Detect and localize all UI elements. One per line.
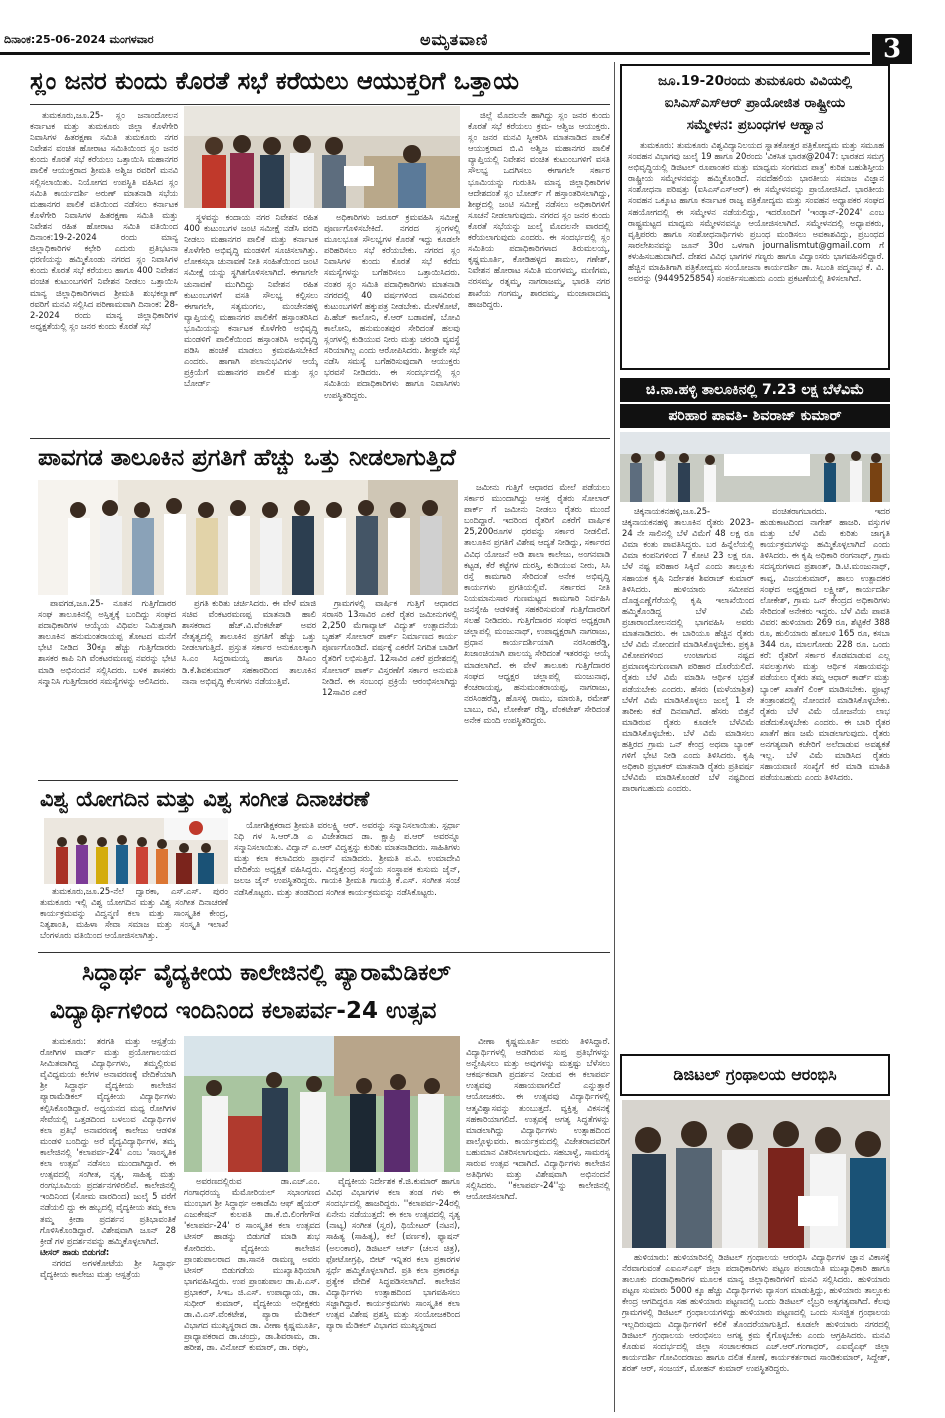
story2-headline: ಪಾವಗಡ ತಾಲೂಕಿನ ಪ್ರಗತಿಗೆ ಹೆಚ್ಚು ಒತ್ತು ನೀಡಲಾಗುತ್ತಿದೆ <box>38 445 456 471</box>
story2-photo <box>38 480 458 595</box>
story1-col2: ಸ್ಥಳವನ್ನು ಕಂದಾಯ ನಗರ ನಿವೇಶನ ರಹಿತ 400 ಕುಟುಂಬಗಳ ಜಂಟಿ ಸಮೀಕ್ಷೆ ನಡೆಸಿ ವರದಿ ನೀಡಲು ಮಹಾನಗರ ಪಾಲಿಕೆ ಮತ್ತು ಕರ್ನಾಟಕ ಕೊಳೆಗೇರಿ ಅಭಿವೃದ್ಧಿ ಮಂಡಳಿಗೆ ಸೂಚಿಸಲಾಗಿತ್ತು. ಲೋಕಸಭಾ ಚುನಾವಣೆ ನೀತಿ ಸಂಹಿತೆಯಿಂದ ಜಂಟಿ ಸಮೀಕ್ಷೆ ಯನ್ನು ಸ್ಥಗಿತಗೊಳಿಸಲಾಗಿದೆ. ಈಗಾಗಲೇ ಚುನಾವಣೆ ಮುಗಿದಿದ್ದು ನಿವೇಶನ ರಹಿತ ಕುಟುಂಬಗಳಿಗೆ ವಸತಿ ಸೌಲಭ್ಯ ಕಲ್ಪಿಸಲು ಈಗಾಗಲೇ, ಸತ್ಯಮಂಗಲ, ಮಂಚೇನಹಳ್ಳಿ ವ್ಯಾಪ್ತಿಯಲ್ಲಿ ಮಹಾನಗರ ಪಾಲಿಕೆಗೆ ಹಸ್ತಾಂತರಿಸಿದ ಭೂಮಿಯನ್ನು ಕರ್ನಾಟಕ ಕೊಳೆಗೇರಿ ಅಭಿವೃದ್ಧಿ ಮಂಡಳಿಗೆ ಪಾಲಿಕೆಯಿಂದ ಹಸ್ತಾಂತರಿಸಿ ಅಭಿವೃದ್ಧಿ ಪಡಿಸಿ ಹಂಚಿಕೆ ಮಾಡಲು ಕ್ರಮವಹಿಸಬೇಕಿದೆ ಎಂದರು. ಹಾಗಾಗಿ ಪಲಾನುಭವಿಗಳ ಆಯ್ಕೆ ಪ್ರಕ್ರಿಯೆಗೆ ಮಹಾನಗರ ಪಾಲಿಕೆ ಮತ್ತು ಸ್ಲಂ ಬೋರ್ಡ್ <box>184 212 318 389</box>
sidebar1-title-line1: ಜೂ.19-20ರಂದು ತುಮಕೂರು ವಿವಿಯಲ್ಲಿ <box>657 73 852 89</box>
story3-photo <box>44 818 228 884</box>
story4-col1: ತುಮಕೂರು: ತರಗತಿ ಮತ್ತು ಆಸ್ಪತ್ರೆಯ ರೋಗಿಗಳ ವಾರ್ಡ್ ಮತ್ತು ಪ್ರಯೋಗಾಲಯದ ಸೀಮಿತವಾಗಿದ್ದ ವಿದ್ಯಾರ್ಥಿಗಳು, ತಮ್ಮಲ್ಲಿರುವ ವೈವಿಧ್ಯಮಯ ಕಲೆಗಳ ಅನಾವರಣಕ್ಕೆ ವೇದಿಕೆಯಾಗಿ ಶ್ರೀ ಸಿದ್ಧಾರ್ಥ ವೈದ್ಯಕೀಯ ಕಾಲೇಜಿನ ಪ್ಯಾರಾಮೆಡಿಕಲ್ ವೈದ್ಯಕೀಯ ವಿದ್ಯಾರ್ಥಿಗಳು ಕಲ್ಪಿಸಿಕೊಂಡಿದ್ದಾರೆ. ಅಧ್ಯಯನದ ಮಧ್ಯ ರೋಗಿಗಳ ಸೇವೆಯಲ್ಲಿ ಒತ್ತಡದಿಂದ ಬಳಲುವ ವಿದ್ಯಾರ್ಥಿಗಳ ಕಲಾ ಪ್ರತಿಭೆ ಅನಾವರಣಕ್ಕೆ ಕಾಲೇಜು ಆಡಳಿತ ಮಂಡಳಿ ಬಂದಿದ್ದು ಅರೆ ವೈದ್ಯವಿದ್ಯಾರ್ಥಿಗಳ, ತಮ್ಮ ಕಾಲೇಜಿನಲ್ಲಿ 'ಕಲಾಪರ್ವ-24' ಎಂಬ 'ಸಾಂಸ್ಕೃತಿಕ ಕಲಾ ಉತ್ಸವ' ನಡೆಸಲು ಮುಂದಾಗಿದ್ದಾರೆ. ಈ ಉತ್ಸವದಲ್ಲಿ ಸಂಗೀತ, ನೃತ್ಯ, ಸಾಹಿತ್ಯ ಮತ್ತು ರಂಗಭೂಮಿಯ ಪ್ರದರ್ಶನಗಳಿರಲಿವೆ. ಕಾಲೇಜಿನಲ್ಲಿ ಇಂದಿನಿಂದ (ಸೋಮ ವಾರದಿಂದ) ಜುಲೈ 5 ವರೆಗೆ ನಡೆಯಲಿ ದ್ದು ಈ ಹಬ್ಬದಲ್ಲಿ ವೈದ್ಯಕೀಯ ತಮ್ಮ ಕಲಾ ತಮ್ಮ ಕ್ರೀಡಾ ಪ್ರದರ್ಶನ ಪ್ರತಿಭಾವಂತಿಕೆ ಗೊಳಿಸಿಕೊಂಡಿದ್ದಾರೆ. ವಿಶೇಷವಾಗಿ ಜೂನ್ 28 ಕ್ರೀಡೆ ಗಳ ಪ್ರದರ್ಶನವನ್ನು ಹಮ್ಮಿಕೊಳ್ಳಲಾಗಿದೆ. ಟೀಸರ್ ಹಾಡು ಬಿಡುಗಡೆ: ನಗರದ ಅಗಳಕೋಟೆಯ ಶ್ರೀ ಸಿದ್ಧಾರ್ಥ ವೈದ್ಯಕೀಯ ಕಾಲೇಜು ಮತ್ತು ಆಸ್ಪತ್ರೆಯ <box>40 1036 176 1279</box>
divider <box>38 780 458 781</box>
sidebar2-col2: ವಂಚಿತರಾಗಬಾರದು. ಇದರ ಹುಡುಕಾಟದಿಂದ ನಾಗೇಶ್ ಹಾಜರಿ. ವಸ್ತುಗಳ ಮತ್ತು ಬೆಳೆ ವಿಮೆ ಕುರಿತು ಜಾಗೃತಿ ಕಾರ್ಯಕ್ರಮಗಳನ್ನು ಹಮ್ಮಿಕೊಳ್ಳಲಾಗಿದೆ ಎಂದು ತಿಳಿಸಿದರು. ಈ ಕೃಷಿ ಅಧಿಕಾರಿ ರಂಗನಾಥ್, ಗ್ರಾಮ ಸದಸ್ಯರುಗಳಾದ ಪ್ರಶಾಂತ್, ಡಿ.ಟಿ.ಮಂಜುನಾಥ್, ಕಾವ್ಯ, ವಿಜಯಕುಮಾರ್, ಹಾಲು ಉತ್ಪಾದಕರ ಸಂಘದ ಅಧ್ಯಕ್ಷರಾದ ಲಕ್ಷ್ಮೀಶ್, ಕಾರ್ಯದರ್ಶಿ ಲೋಕೇಶ್, ಗ್ರಾಮ ಒನ್ ಕೇಂದ್ರದ ಅಧಿಕಾರಿಗಳು ಸೇರಿದಂತೆ ಅನೇಕರು ಇದ್ದರು. ಬೆಳೆ ವಿಮೆ ಪಾವತಿ ವಿವರ: ಹುಳಿಯಾರು 269 ರೂ, ಶೆಟ್ಟಿಕೆರೆ 388 ರೂ, ಹುಲಿಯಾರು ಹೋಬಳಿ 165 ರೂ, ಕಸಬಾ 344 ರೂ, ಮಾಲಗೋಡು 228 ರೂ. ಒಂದು ಕರೆ: ರೈತರಿಗೆ ಸರ್ಕಾರ ಕೊಡಮಾಡುವ ಎಲ್ಲ ಸವಲತ್ತುಗಳು ಮತ್ತು ಆರ್ಥಿಕ ಸಹಾಯವನ್ನು ಪಡೆಯಲು ರೈತರು ತಮ್ಮ ಆಧಾರ್ ಕಾರ್ಡ್ ಮತ್ತು ಬ್ಯಾಂಕ್ ಖಾತೆಗೆ ಲಿಂಕ್ ಮಾಡಿಸಬೇಕು. ಫ್ರೂಟ್ಸ್ ತಂತ್ರಾಂಶದಲ್ಲಿ ನೋಂದಣಿ ಮಾಡಿಸಿಕೊಳ್ಳಬೇಕು. ರೈತರು ಬೆಳೆ ವಿಮೆ ಯೋಜನೆಯ ಲಾಭ ಪಡೆದುಕೊಳ್ಳಬೇಕು ಎಂದರು. ಈ ಬಾರಿ ರೈತರ ಖಾತೆಗೆ ಹಣ ಜಮೆ ಮಾಡಲಾಗುವುದು. ರೈತರು ಅನಗತ್ಯವಾಗಿ ಕಚೇರಿಗೆ ಅಲೆದಾಡುವ ಅವಶ್ಯಕತೆ ಇಲ್ಲ. ಬೆಳೆ ವಿಮೆ ಮಾಡಿಸಿದ ರೈತರು ಸಹಾಯವಾಣಿ ಸಂಖ್ಯೆಗೆ ಕರೆ ಮಾಡಿ ಮಾಹಿತಿ ಪಡೆಯಬಹುದು ಎಂದು ತಿಳಿಸಿದರು. <box>760 506 890 783</box>
masthead <box>0 0 945 62</box>
story1-col1: ತುಮಕೂರು,ಜೂ.25- ಸ್ಲಂ ಜನಾಂದೋಲನ ಕರ್ನಾಟಕ ಮತ್ತು ತುಮಕೂರು ಜಿಲ್ಲಾ ಕೊಳೆಗೇರಿ ನಿವಾಸಿಗಳ ಹಿತರಕ್ಷಣಾ ಸಮಿತಿ ತುಮಕೂರು ನಗರ ನಿವೇಶನ ವಂಚಿತ ಹೋರಾಟ ಸಮಿತಿಯಿಂದ ಸ್ಲಂ ಜನರ ಕುಂದು ಕೊರತೆ ಸಭೆ ಕರೆಯಲು ಒತ್ತಾಯಿಸಿ ಮಹಾನಗರ ಪಾಲಿಕೆ ಆಯುಕ್ತರಾದ ಶ್ರೀಮತಿ ಅಶ್ವಿಜ ರವರಿಗೆ ಮನವಿ ಸಲ್ಲಿಸಲಾಯಿತು. ನಿಯೋಗದ ಉಪಸ್ಥಿತಿ ವಹಿಸಿದ ಸ್ಲಂ ಸಮಿತಿ ಕಾರ್ಯದರ್ಶಿ ಅರುಣ್ ಮಾತನಾಡಿ ಸಭೆಯ ಮಹಾನಗರ ಪಾಲಿಕೆ ವತಿಯಿಂದ ನಡೆಸಲು ಕರ್ನಾಟಕ ಕೊಳೆಗೇರಿ ನಿವಾಸಿಗಳ ಹಿತರಕ್ಷಣಾ ಸಮಿತಿ ಮತ್ತು ನಿವೇಶನ ರಹಿತ ಹೋರಾಟ ಸಮಿತಿ ವತಿಯಿಂದ ದಿನಾಂಕ:19-2-2024 ರಂದು ಮಾನ್ಯ ಜಿಲ್ಲಾಧಿಕಾರಿಗಳ ಕಛೇರಿ ಎದುರು ಪ್ರತಿಭಟನಾ ಧರಣಿಯನ್ನು ಹಮ್ಮಿಕೊಂಡು ನಗರದ ಸ್ಲಂ ನಿವಾಸಿಗಳ ಕುಂದು ಕೊರತೆ ಸಭೆ ಕರೆಯಲು ಹಾಗೂ 400 ನಿವೇಶನ ವಂಚಿತ ಕುಟುಂಬಗಳಿಗೆ ನಿವೇಶನ ನೀಡಲು ಒತ್ತಾಯಿಸಿ ಮಾನ್ಯ ಜಿಲ್ಲಾಧಿಕಾರಿಗಳಾದ ಶ್ರೀಮತಿ ಶುಭಕಲ್ಯಾಣ್ ರವರಿಗೆ ಮನವಿ ಸಲ್ಲಿಸಿದ ಪರಿಣಾಮವಾಗಿ ದಿನಾಂಕ: 28-2-2024 ರಂದು ಮಾನ್ಯ ಜಿಲ್ಲಾಧಿಕಾರಿಗಳ ಅಧ್ಯಕ್ಷತೆಯಲ್ಲಿ ಸ್ಲಂ ಜನರ ಕುಂದು ಕೊರತೆ ಸಭೆ <box>30 110 178 331</box>
paper-name: ಅಮೃತವಾಣಿ <box>420 30 489 49</box>
sidebar2-headline-line1: ಚಿ.ನಾ.ಹಳ್ಳಿ ತಾಲೂಕಿನಲ್ಲಿ 7.23 ಲಕ್ಷ ಬೆಳೆವಿಮೆ <box>620 378 890 402</box>
story3-col2: ಯೋಗಶಿಕ್ಷಕರಾದ ಶ್ರೀಮತಿ ವರಲಕ್ಷ್ಮಿ ಆರ್. ಅವರನ್ನು ಸನ್ಮಾನಿಸಲಾಯಿತು. ಸ್ಪರ್ಧಾ ನಿಧಿ ಗಳ ಸಿ.ಆರ್.ಡಿ ಎ ವಿಜೇತರಾದ ಡಾ. ಕ್ಷಾಪ್ರಿ ಪ.ಆರ್ ಅವರನ್ನೂ ಸನ್ಮಾನಿಸಲಾಯಿತು. ವಿದ್ವಾನ್ ಎ.ಆರ್ ವಿದ್ವತ್ತನ್ನು ಕುರಿತು ಮಾತನಾಡಿದರು. ಸಾಹಿತಿಗಳು ಮತ್ತು ಕಲಾ ಕಲಾವಿದರು ಪ್ರಾರ್ಥನೆ ಮಾಡಿದರು. ಶ್ರೀಮತಿ ಪ.ವಿ. ಉಮಾದೇವಿ ವೇದಿಕೆಯ ಅಧ್ಯಕ್ಷತೆ ವಹಿಸಿದ್ದರು. ವಿದ್ವತ್ತೇಂದ್ರ ಸಂಸ್ಥೆಯ ಸಂಸ್ಥಾಪಕ ಕುಸುಮ ಜೈನ್, ಜಲಜ ಜೈನ್ ಉಪಸ್ಥಿತರಿದ್ದರು. ಗಾಯಕಿ ಶ್ರೀಮತಿ ಗಾಯತ್ರಿ ಕೆ.ಎಸ್. ಸಂಗೀತ ಸಂಜೆ ನಡೆಸಿಕೊಟ್ಟರು. ಮತ್ತು ತಂಡದಿಂದ ಸಂಗೀತ ಕಾರ್ಯಕ್ರಮವನ್ನು ನಡೆಸಿಕೊಟ್ಟರು. <box>234 820 460 897</box>
sidebar1-title-line2: ಐಸಿಎಸ್ಎಸ್ಆರ್ ಪ್ರಾಯೋಜಿತ ರಾಷ್ಟ್ರೀಯ <box>664 95 846 111</box>
story4-subhead: ಟೀಸರ್ ಹಾಡು ಬಿಡುಗಡೆ: <box>40 1246 110 1257</box>
story1-photo <box>184 106 460 208</box>
story2-col4: ಜಮೀನು ಗುತ್ತಿಗೆ ಆಧಾರದ ಮೇಲೆ ಪಡೆಯಲು ಸರ್ಕಾರ ಮುಂದಾಗಿದ್ದು ಆಸಕ್ತ ರೈತರು ಸೋಲಾರ್ ಪಾರ್ಕ್ ಗೆ ಜಮೀನು ನೀಡಲು ರೈತರು ಮುಂದೆ ಬಂದಿದ್ದಾರೆ. ಇದರಿಂದ ರೈತರಿಗೆ ಎಕರೆಗೆ ವಾರ್ಷಿಕ 25,200ರೂಗಳ ಧರವನ್ನು ಸರ್ಕಾರ ನೀಡಲಿದೆ. ತಾಲೂಕಿನ ಪ್ರಗತಿಗೆ ವಿಶೇಷ ಆದ್ಯತೆ ನೀಡಿದ್ದು, ಸರ್ಕಾರದ ವಿವಿಧ ಯೋಜನೆ ಅಡಿ ಶಾಲಾ ಕಾಲೇಜು, ಅಂಗನವಾಡಿ ಕಟ್ಟಡ, ಕೆರೆ ಕಟ್ಟೆಗಳ ದುರಸ್ತಿ, ಕುಡಿಯುವ ನೀರು, ಸಿಸಿ ರಸ್ತೆ ಕಾಮಗಾರಿ ಸೇರಿದಂತೆ ಅನೇಕ ಅಭಿವೃದ್ಧಿ ಕಾರ್ಯಗಳು ಪ್ರಗತಿಯಲ್ಲಿವೆ. ಸರ್ಕಾರದ ನೀತಿ ನಿಯಮಾನುಸಾರ ಗುಣಮಟ್ಟದ ಕಾಮಗಾರಿ ನಿರ್ವಹಿಸಿ ಜನಸ್ನೇಹಿ ಆಡಳಿತಕ್ಕೆ ಸಹಕರಿಸುವಂತೆ ಗುತ್ತಿಗೆದಾರರಿಗೆ ಸಲಹೆ ನೀಡಿದರು. ಗುತ್ತಿಗೆದಾರರ ಸಂಘದ ಅಧ್ಯಕ್ಷರಾಗಿ ಚಲ್ಲಾಪಲ್ಲಿ ಮಂಜುನಾಥ್, ಉಪಾಧ್ಯಕ್ಷರಾಗಿ ನಾಗರಾಜು, ಪ್ರಧಾನ ಕಾರ್ಯದರ್ಶಿಯಾಗಿ ನರಸಿಂಹರೆಡ್ಡಿ, ಖಜಾಂಚಿಯಾಗಿ ಪಾಲಯ್ಯ ಸೇರಿದಂತೆ ಇತರರನ್ನು ಆಯ್ಕೆ ಮಾಡಲಾಗಿದೆ. ಈ ವೇಳೆ ತಾಲೂಕು ಗುತ್ತಿಗೆದಾರರ ಸಂಘದ ಆಧ್ಯಕ್ಷರ ಚಲ್ಲಾಪಲ್ಲಿ ಮಂಜುನಾಥ, ಕೆಂಚರಾಯಪ್ಪ, ಹನುಮಂತರಾಯಪ್ಪ, ನಾಗರಾಜು, ನರಸಿಂಹರೆಡ್ಡಿ, ಹೊಸಳ್ಳಿ ರಾಮು, ಮಾರುತಿ, ರಮೇಶ್ ಬಾಬು, ರವಿ, ಲೋಕೇಶ್ ರೆಡ್ಡಿ, ವೆಂಕಟೇಶ್ ಸೇರಿದಂತೆ ಅನೇಕ ಮಂದಿ ಉಪಸ್ಥಿತರಿದ್ದರು. <box>464 482 610 725</box>
story4-photo <box>184 1036 460 1172</box>
divider <box>30 104 610 105</box>
story4-col3: ವೈದ್ಯಕೀಯ ನಿರ್ದೇಶಕ ಕೆ.ಜಿ.ಕುಮಾರ್ ಹಾಗೂ ವಿವಿಧ ವಿಭಾಗಗಳ ಕಲಾ ತಂಡ ಗಳು ಈ ಸಂದರ್ಭದಲ್ಲಿ ಹಾಜರಿದ್ದರು. ''ಕಲಾಪರ್ವ-24ರಲ್ಲಿ ಏನೇನು ನಡೆಯುತ್ತದೆ: ಈ ಕಲಾ ಉತ್ಸವದಲ್ಲಿ ನೃತ್ಯ (ನಾಟ್ಯ) ಸಂಗೀತ (ಸ್ವರ), ಥಿಯೇಟರ್ (ನಟನ), ಸಾಹಿತ್ಯ (ಸಾಹಿತ್ಯ), ಕಲೆ (ವರ್ಣಕ), ಫ್ಯಾಷನ್ (ಅಲಂಕಾರ), ಡಿಜಿಟಲ್ ಆರ್ಟ್ (ಚಲನ ಚಿತ್ರ), ಫೋಟೋಗ್ರಫಿ, ಬೀಟ್ ಇನ್ನಿತರ ಕಲಾ ಪ್ರಕಾರಗಳ ಸ್ಪರ್ಧೆ ಹಮ್ಮಿಕೊಳ್ಳಲಾಗಿದೆ. ಪ್ರತಿ ಕಲಾ ಪ್ರಕಾರಕ್ಕೂ ಪ್ರತ್ಯೇಕ ವೇದಿಕೆ ಸಿದ್ಧಪಡಿಸಲಾಗಿದೆ. ಕಾಲೇಜಿನ ವಿದ್ಯಾರ್ಥಿಗಳು ಉತ್ಸಾಹದಿಂದ ಭಾಗವಹಿಸಲು ಸಜ್ಜಾಗಿದ್ದಾರೆ. ಕಾರ್ಯಕ್ರಮಗಳು ಸಾಂಸ್ಕೃತಿಕ ಕಲಾ ಉತ್ಸವ ವಿಶೇಷ ಪ್ರಶಸ್ತಿ ಮತ್ತು ಸಂಯೋಜಕರಿಂದ ಪ್ಯಾರಾ ಮೆಡಿಕಲ್ ವಿಭಾಗದ ಮುಖ್ಯಸ್ಥರಾದ <box>326 1176 460 1331</box>
story1-headline: ಸ್ಲಂ ಜನರ ಕುಂದು ಕೊರತೆ ಸಭೆ ಕರೆಯಲು ಆಯುಕ್ತರಿಗೆ ಒತ್ತಾಯ <box>30 67 519 95</box>
sidebar2-photo <box>620 432 890 502</box>
sidebar2-col1: ಚಿಕ್ಕನಾಯಕನಹಳ್ಳಿ,ಜೂ.25- ಚಿಕ್ಕನಾಯಕನಹಳ್ಳಿ ತಾಲೂಕಿನ ರೈತರು 2023-24 ನೇ ಸಾಲಿನಲ್ಲಿ ಬೆಳೆ ವಿಮೆಗೆ 48 ಲಕ್ಷ ರೂ ವಿಮಾ ಕಂತು ಪಾವತಿಸಿದ್ದರು. ಬರ ಹಿನ್ನೆಲೆಯಲ್ಲಿ ವಿಮಾ ಕಂಪನಿಗಳಿಂದ 7 ಕೋಟಿ 23 ಲಕ್ಷ ರೂ. ಬೆಳೆ ನಷ್ಟ ಪರಿಹಾರ ಸಿಕ್ಕಿದೆ ಎಂದು ತಾಲ್ಲೂಕು ಸಹಾಯಕ ಕೃಷಿ ನಿರ್ದೇಶಕ ಶಿವರಾಜ್ ಕುಮಾರ್ ತಿಳಿಸಿದರು. ಹುಳಿಯಾರು ಸಮೀಪದ ದೊಡ್ಡಎಣ್ಣೆಗೆರೆಯಲ್ಲಿ ಕೃಷಿ ಇಲಾಖೆಯಿಂದ ಹಮ್ಮಿಕೊಂಡಿದ್ದ ಬೆಳೆ ವಿಮೆ ಪ್ರಚಾರಾಂದೋಲನದಲ್ಲಿ ಭಾಗವಹಿಸಿ ಅವರು ಮಾತನಾಡಿದರು. ಈ ಬಾರಿಯೂ ಹೆಚ್ಚಿನ ರೈತರು ಬೆಳೆ ವಿಮೆ ನೋಂದಣಿ ಮಾಡಿಸಿಕೊಳ್ಳಬೇಕು. ಪ್ರಕೃತಿ ವಿಕೋಪಗಳಿಂದ ಉಂಟಾಗುವ ನಷ್ಟದ ಪ್ರಮಾಣಕ್ಕನುಗುಣವಾಗಿ ಪರಿಹಾರ ದೊರೆಯಲಿದೆ. ರೈತರು ಬೆಳೆ ವಿಮೆ ಮಾಡಿಸಿ ಆರ್ಥಿಕ ಭದ್ರತೆ ಪಡೆಯಬೇಕು ಎಂದರು. ಹೆಸರು (ಮಳೆಯಾಶ್ರಿತ) ಬೆಳೆಗೆ ವಿಮೆ ಮಾಡಿಸಿಕೊಳ್ಳಲು ಜುಲೈ 1 ನೇ ತಾರೀಕು ಕಡೆ ದಿನವಾಗಿದೆ. ಹೆಸರು ಬಿತ್ತನೆ ಮಾಡಿರುವ ರೈತರು ಕೂಡಲೇ ಬೆಳೆವಿಮೆ ಮಾಡಿಸಿಕೊಳ್ಳಬೇಕು. ಬೆಳೆ ವಿಮೆ ಮಾಡಿಸಲು ಹತ್ತಿರದ ಗ್ರಾಮ ಒನ್ ಕೇಂದ್ರ ಅಥವಾ ಬ್ಯಾಂಕ್ ಗಳಿಗೆ ಭೇಟಿ ನೀಡಿ ಎಂದು ತಿಳಿಸಿದರು. ಕೃಷಿ ಅಧಿಕಾರಿ ಪ್ರಭಾಕರ್ ಮಾತನಾಡಿ ರೈತರು ಪ್ರತಿವರ್ಷ ಬೆಳೆವಿಮೆ ಮಾಡಿಸಿಕೊಂಡರೆ ಬೆಳೆ ನಷ್ಟದಿಂದ ಪಾರಾಗಬಹುದು ಎಂದರು. <box>622 506 754 794</box>
sidebar1-body: ತುಮಕೂರು: ತುಮಕೂರು ವಿಶ್ವವಿದ್ಯಾನಿಲಯದ ಸ್ನಾತಕೋತ್ತರ ಪತ್ರಿಕೋದ್ಯಮ ಮತ್ತು ಸಮೂಹ ಸಂವಹನ ವಿಭಾಗವು ಜುಲೈ 19 ಹಾಗೂ 20ರಂದು 'ವಿಕಸಿತ ಭಾರತ@2047: ಭಾರತದ ಸಮಗ್ರ ಅಭಿವೃದ್ಧಿಯಲ್ಲಿ ಡಿಜಿಟಲ್ ರೂಪಾಂತರ ಮತ್ತು ಮಾಧ್ಯಮ ಸಂಗಮದ ಪಾತ್ರ' ಕುರಿತ ಬಹುಶಿಸ್ತೀಯ ರಾಷ್ಟ್ರೀಯ ಸಮ್ಮೇಳನವನ್ನು ಹಮ್ಮಿಕೊಂಡಿದೆ. ನವದೆಹಲಿಯ ಭಾರತೀಯ ಸಮಾಜ ವಿಜ್ಞಾನ ಸಂಶೋಧನಾ ಪರಿಷತ್ತು (ಐಸಿಎಸ್ಎಸ್ಆರ್) ಈ ಸಮ್ಮೇಳನವನ್ನು ಪ್ರಾಯೋಜಿಸಿದೆ. ಭಾರತೀಯ ಸಂವಹನ ಒಕ್ಕೂಟ ಹಾಗೂ ಕರ್ನಾಟಕ ರಾಜ್ಯ ಪತ್ರಿಕೋದ್ಯಮ ಮತ್ತು ಸಂವಹನ ಅಧ್ಯಾಪಕರ ಸಂಘದ ಸಹಯೋಗದಲ್ಲಿ ಈ ಸಮ್ಮೇಳನ ನಡೆಯಲಿದ್ದು, ಇದರೊಂದಿಗೆ 'ಇಂಡ್ಕಾನ್-2024' ಎಂಬ ರಾಷ್ಟ್ರಮಟ್ಟದ ಮಾಧ್ಯಮ ಸಮ್ಮೇಳನವನ್ನೂ ಆಯೋಜಿಸಲಾಗಿದೆ. ಸಮ್ಮೇಳನದಲ್ಲಿ ಅಧ್ಯಾಪಕರು, ವೃತ್ತಿಪರರು ಹಾಗೂ ಸಂಶೋಧನಾರ್ಥಿಗಳು ಪ್ರಬಂಧ ಮಂಡಿಸಲು ಅವಕಾಶವಿದ್ದು, ಪ್ರಬಂಧದ ಸಾರಲೇಖನವನ್ನು ಜೂನ್ 30ರ ಒಳಗಾಗಿ journalismtut@gmail.com ಗೆ ಕಳುಹಿಸಬಹುದಾಗಿದೆ. ದೇಶದ ವಿವಿಧ ಭಾಗಗಳ ಗಣ್ಯರು ಹಾಗೂ ವಿದ್ವಾಂಸರು ಭಾಗವಹಿಸಲಿದ್ದಾರೆ. ಹೆಚ್ಚಿನ ಮಾಹಿತಿಗಾಗಿ ಪತ್ರಿಕೋದ್ಯಮ ಸಂಯೋಜನಾ ಕಾರ್ಯದರ್ಶಿ ಡಾ. ಸಿಬಂತಿ ಪದ್ಮನಾಭ ಕೆ. ವಿ. ಅವರನ್ನು (9449525854) ಸಂಪರ್ಕಿಸಬಹುದು ಎಂದು ಪ್ರಕಟಣೆಯಲ್ಲಿ ತಿಳಿಸಲಾಗಿದೆ. <box>628 140 884 284</box>
story4-headline-line2: ವಿದ್ಯಾರ್ಥಿಗಳಿಂದ ಇಂದಿನಿಂದ ಕಲಾಪರ್ವ-24 ಉತ್ಸವ <box>50 998 437 1024</box>
story2-col2: ಪ್ರಗತಿ ಕುರಿತು ಚರ್ಚಿಸಿದರು. ಈ ವೇಳೆ ಮಾಜಿ ಸಚಿವ ವೆಂಕಟರಮಣಪ್ಪ ಮಾತನಾಡಿ ಹಾಲಿ ಶಾಸಕರಾದ ಹೆಚ್.ವಿ.ವೆಂಕಟೇಶ್ ಅವರ ನೇತೃತ್ವದಲ್ಲಿ ತಾಲೂಕಿನ ಪ್ರಗತಿಗೆ ಹೆಚ್ಚು ಒತ್ತು ನೀಡಲಾಗುತ್ತಿದೆ. ಪ್ರಸ್ತುತ ಸರ್ಕಾರ ಅನುಕೂಲಕ್ಕಾಗಿ ಸಿ.ಎಂ ಸಿದ್ದರಾಮಯ್ಯ ಹಾಗೂ ಡಿಸಿಎಂ ಡಿ.ಕೆ.ಶಿವಕುಮಾರ್ ಸಹಕಾರದಿಂದ ತಾಲೂಕಿನ ನಾನಾ ಅಭಿವೃದ್ಧಿ ಕೆಲಸಗಳು ನಡೆಯುತ್ತಿವೆ. <box>182 598 316 686</box>
story3-col1: ತುಮಕೂರು,ಜೂ.25-ನೆಲೆ ದ್ವಾರಕಾ, ಎಸ್.ಎಸ್. ಪುರಂ ತುಮಕೂರು ಇಲ್ಲಿ ವಿಶ್ವ ಯೋಗದಿನ ಮತ್ತು ವಿಶ್ವ ಸಂಗೀತ ದಿನಾಚರಣೆ ಕಾರ್ಯಕ್ರಮವನ್ನು ವಿದ್ವನ್ಮಣಿ ಕಲಾ ಮತ್ತು ಸಾಂಸ್ಕೃತಿಕ ಕೇಂದ್ರ, ನಿತ್ಯಶಾಂತಿ, ಮಹಿಳಾ ಸೇವಾ ಸಮಾಜ ಮತ್ತು ಸಂಸ್ಕೃತಿ ಇಲಾಖೆ ಬೆಂಗಳೂರು ವತಿಯಿಂದ ಆಯೋಜಿಸಲಾಗಿತ್ತು. <box>40 886 228 941</box>
masthead-rule <box>0 52 870 55</box>
sidebar1-title-line3: ಸಮ್ಮೇಳನ: ಪ್ರಬಂಧಗಳ ಆಹ್ವಾನ <box>686 117 824 133</box>
column-divider <box>614 62 615 1412</box>
story1-col4: ಜಿಲ್ಲೆ ಮೊದಲನೇ ಹಾಗಿದ್ದು ಸ್ಲಂ ಜನರ ಕುಂದು ಕೊರತೆ ಸಭೆ ಕರೆಯಲು ಕ್ರಮ- ಆಶ್ವಿಜ ಆಯುಕ್ತರು. ಸ್ಲಂ ಜನರ ಮನವಿ ಸ್ವೀಕರಿಸಿ ಮಾತನಾಡಿದ ಪಾಲಿಕೆ ಆಯುಕ್ತರಾದ ಬಿ.ವಿ ಅಶ್ವಿಜ ಮಹಾನಗರ ಪಾಲಿಕೆ ವ್ಯಾಪ್ತಿಯಲ್ಲಿ ನಿವೇಶನ ವಂಚಿತ ಕುಟುಂಬಗಳಿಗೆ ವಸತಿ ಸೌಲಭ್ಯ ಒದಗಿಸಲು ಈಗಾಗಲೇ ಸರ್ಕಾರ ಭೂಮಿಯನ್ನು ಗುರುತಿಸಿ ಮಾನ್ಯ ಜಿಲ್ಲಾಧಿಕಾರಿಗಳ ಆದೇಶದಂತೆ ಸ್ಲಂ ಬೋರ್ಡ್ ಗೆ ಹಸ್ತಾಂತರಿಸಲಾಗಿದ್ದು, ಶೀಘ್ರದಲ್ಲಿ ಜಂಟಿ ಸಮೀಕ್ಷೆ ನಡೆಸಲು ಅಧಿಕಾರಿಗಳಿಗೆ ಸೂಚನೆ ನೀಡಲಾಗುವುದು. ನಗರದ ಸ್ಲಂ ಜನರ ಕುಂದು ಕೊರತೆ ಸಭೆಯನ್ನು ಜುಲೈ ಮೊದಲನೇ ವಾರದಲ್ಲಿ ಕರೆಯಲಾಗುವುದು ಎಂದರು. ಈ ಸಂದರ್ಭದಲ್ಲಿ ಸ್ಲಂ ಸಮಿತಿಯ ಪದಾಧಿಕಾರಿಗಳಾದ ತಿರುಮಲಯ್ಯ, ಕೃಷ್ಣಮೂರ್ತಿ, ಕೋಡಿಹಳ್ಳದ ಶಾಮಲ, ಗಣೇಶ್, ನಿವೇಶನ ಹೋರಾಟ ಸಮಿತಿ ಮಂಗಳಮ್ಮ, ಮಣಿಗಮ, ನರಸಮ್ಮ, ರತ್ನಮ್ಮ, ನಾಗರಾಜಮ್ಮ, ಭಾರತಿ ನಗರ ಶಾಖೆಯ ಗಂಗಮ್ಮ, ಶಾರದಮ್ಮ, ಮಂಜಾವಾದಮ್ಮ ಹಾಜರಿದ್ದರು. <box>468 110 610 309</box>
page-number: 3 <box>872 34 912 64</box>
divider <box>30 438 610 439</box>
sidebar3-photo <box>622 1100 890 1248</box>
story2-col1: ಪಾವಗಡ,ಜೂ.25- ನೂತನ ಗುತ್ತಿಗೆದಾರರ ಸಂಘ ತಾಲೂಕಿನಲ್ಲಿ ಅಸ್ತಿತ್ವಕ್ಕೆ ಬಂದಿದ್ದು ಸಂಘದ ಪದಾಧಿಕಾರಿಗಳ ಆಯ್ಕೆಯ ವಿಧಿವಲ ನಿಮಿತ್ತವಾಗಿ ತಾಲೂಕಿನ ಹನುಮಂತರಾಯಪ್ಪ ತೋಟದ ಮನೆಗೆ ಭೇಟಿ ನೀಡಿದ 30ಕ್ಕೂ ಹೆಚ್ಚು ಗುತ್ತಿಗೆದಾರರು ಶಾಸಕರ ಕಾಪಿ ನಿಗಿ ವೆಂಕಟರಮಣಪ್ಪ ನವರನ್ನು ಭೇಟಿ ಮಾಡಿ ಅಭಿನಂದನೆ ಸಲ್ಲಿಸಿದರು. ಬಳಿಕ ಶಾಸಕರು ಸನ್ಮಾನಿಸಿ ಗುತ್ತಿಗೆದಾರರ ಸಮಸ್ಯೆಗಳನ್ನು ಆಲಿಸಿದರು. <box>38 598 176 686</box>
sidebar3-headline: ಡಿಜಿಟಲ್ ಗ್ರಂಥಾಲಯ ಆರಂಭಿಸಿ <box>673 1065 837 1084</box>
story2-col3: ಗ್ರಾಮಗಳಲ್ಲಿ ವಾರ್ಷಿಕ ಗುತ್ತಿಗೆ ಆಧಾರದ ಸರಾಸರಿ 13ಸಾವಿರ ಎಕರೆ ರೈತರ ಜಮೀನುಗಳಲ್ಲಿ 2,250 ಮೆಗಾವ್ಯಾಟ್ ವಿದ್ಯುತ್ ಉತ್ಪಾದನೆಯ ಬೃಹತ್ ಸೋಲಾರ್ ಪಾರ್ಕ್ ನಿರ್ಮಾಣದ ಕಾರ್ಯ ಪೂರ್ಣಗೊಂಡಿದೆ. ವರ್ಷಕ್ಕೆ ಎಕರೆಗೆ ನಿಗದಿತ ಬಾಡಿಗೆ ರೈತರಿಗೆ ಲಭಿಸುತ್ತಿದೆ. 12ಸಾವಿರ ಎಕರೆ ಪ್ರದೇಶದಲ್ಲಿ ಸೋಲಾರ್ ಪಾರ್ಕ್ ವಿಸ್ತರಣೆಗೆ ಸರ್ಕಾರ ಅನುಮತಿ ನೀಡಿದೆ. ಈ ಸಂಬಂಧ ಪ್ರಕ್ರಿಯೆ ಆರಂಭಿಸಲಾಗಿದ್ದು 12ಸಾವಿರ ಎಕರೆ <box>322 598 458 697</box>
story1-col3: ಅಧಿಕಾರಿಗಳು ಜರೂರ್ ಕ್ರಮವಹಿಸಿ ಸಮೀಕ್ಷೆ ಪೂರ್ಣಗೊಳಿಸಬೇಕಿದೆ. ನಗರದ ಸ್ಲಂಗಳಲ್ಲಿ ಮೂಲಭೂತ ಸೌಲಭ್ಯಗಳ ಕೊರತೆ ಇದ್ದು ಕೂಡಲೇ ಪರಿಹರಿಸಲು ಸಭೆ ಕರೆಯಬೇಕು. ನಗರದ ಸ್ಲಂ ನಿವಾಸಿಗಳ ಕುಂದು ಕೊರತೆ ಸಭೆ ಕರೆದು ಸಮಸ್ಯೆಗಳನ್ನು ಬಗೆಹರಿಸಲು ಒತ್ತಾಯಿಸಿದರು. ನಂತರ ಸ್ಲಂ ಸಮಿತಿ ಪದಾಧಿಕಾರಿಗಳು ಮಾತನಾಡಿ ನಗರದಲ್ಲಿ 40 ವರ್ಷಗಳಿಂದ ವಾಸವಿರುವ ಕುಟುಂಬಗಳಿಗೆ ಹಕ್ಕುಪತ್ರ ನೀಡಬೇಕು. ಮೇಳೆಕೋಟೆ, ಪಿ.ಹೆಚ್ ಕಾಲೋನಿ, ಕೆ.ಆರ್ ಬಡಾವಣೆ, ಬೋವಿ ಕಾಲೋನಿ, ಹನುಮಂತಪುರ ಸೇರಿದಂತೆ ಹಲವು ಸ್ಲಂಗಳಲ್ಲಿ ಕುಡಿಯುವ ನೀರು ಮತ್ತು ಚರಂಡಿ ವ್ಯವಸ್ಥೆ ಸರಿಯಾಗಿಲ್ಲ ಎಂದು ಆರೋಪಿಸಿದರು. ಶೀಘ್ರವೇ ಸಭೆ ನಡೆಸಿ ಸಮಸ್ಯೆ ಬಗೆಹರಿಸುವುದಾಗಿ ಆಯುಕ್ತರು ಭರವಸೆ ನೀಡಿದರು. ಈ ಸಂದರ್ಭದಲ್ಲಿ ಸ್ಲಂ ಸಮಿತಿಯ ಪದಾಧಿಕಾರಿಗಳು ಹಾಗೂ ನಿವಾಸಿಗಳು ಉಪಸ್ಥಿತರಿದ್ದರು. <box>324 212 460 400</box>
story4-col4: ವೀಣಾ ಕೃಷ್ಣಮೂರ್ತಿ ಅವರು ತಿಳಿಸಿದ್ದಾರೆ. ವಿದ್ಯಾರ್ಥಿಗಳಲ್ಲಿ ಅಡಗಿರುವ ಸುಪ್ತ ಪ್ರತಿಭೆಗಳನ್ನು ಅನ್ವೇಷಿಸಲು ಮತ್ತು ಅವುಗಳನ್ನು ಮತ್ತಷ್ಟು ಬೆಳೆಸಲು ಆಕರ್ಷಕವಾಗಿ ಪ್ರದರ್ಶನ ನೀಡುವ ಈ ಕಲಾಪರ್ವ ಉತ್ಸವವು ಸಹಾಯವಾಗಲಿದೆ ಎನ್ನುತ್ತಾರೆ ಆಯೋಜಕರು. ಈ ಉತ್ಸವವು ವಿದ್ಯಾರ್ಥಿಗಳಲ್ಲಿ ಆತ್ಮವಿಶ್ವಾಸವನ್ನು ತುಂಬುತ್ತದೆ. ವ್ಯಕ್ತಿತ್ವ ವಿಕಸನಕ್ಕೆ ಸಹಕಾರಿಯಾಗಲಿದೆ. ಉತ್ಸವಕ್ಕೆ ಅಗತ್ಯ ಸಿದ್ಧತೆಗಳನ್ನು ಮಾಡಲಾಗಿದ್ದು ವಿದ್ಯಾರ್ಥಿಗಳು ಉತ್ಸಾಹದಿಂದ ಪಾಲ್ಗೊಳ್ಳುವರು. ಕಾರ್ಯಕ್ರಮದಲ್ಲಿ ವಿಜೇತರಾದವರಿಗೆ ಬಹುಮಾನ ವಿತರಿಸಲಾಗುವುದು. ಸಹಬಾಳ್ವೆ, ಸಾಮರಸ್ಯ ಸಾರುವ ಉತ್ಸವ ಇದಾಗಿದೆ. ವಿದ್ಯಾರ್ಥಿಗಳು ಕಾಲೇಜಿನ ಅತಿಥಿಗಳು ಮತ್ತು ವಿಶೇಷವಾಗಿ ಅಭಿನಂದನೆ ಸಲ್ಲಿಸಿದರು. ''ಕಲಾಪರ್ವ-24''ನ್ನು ಕಾಲೇಜಿನಲ್ಲಿ ಆಯೋಜಿಸಲಾಗಿದೆ. <box>466 1036 610 1202</box>
sidebar1-title <box>624 70 886 136</box>
sidebar2-headline-line2: ಪರಿಹಾರ ಪಾವತಿ- ಶಿವರಾಜ್ ಕುಮಾರ್ <box>620 404 890 428</box>
story3-headline: ವಿಶ್ವ ಯೋಗದಿನ ಮತ್ತು ವಿಶ್ವ ಸಂಗೀತ ದಿನಾಚರಣೆ <box>40 787 370 811</box>
issue-date: ದಿನಾಂಕ:25-06-2024 ಮಂಗಳವಾರ <box>4 33 154 46</box>
story4-headline-line1: ಸಿದ್ಧಾರ್ಥ ವೈದ್ಯಕೀಯ ಕಾಲೇಜಿನಲ್ಲಿ ಪ್ಯಾರಾಮೆಡಿಕಲ್ <box>82 960 451 986</box>
story4-col2: ಅವರಣದಲ್ಲಿರುವ ಡಾ.ಎಚ್.ಎಂ. ಗಂಗಾಧರಯ್ಯ ಮೆಮೋರಿಯಲ್ ಸಭಾಂಗಣದ ಮುಂಭಾಗ ಶ್ರೀ ಸಿದ್ಧಾರ್ಥ ಅಕಾಡೆಮಿ ಆಫ್ ಹೈಯರ್ ಎಜುಕೇಷನ್ ಕುಲಪತಿ ಡಾ.ಕೆ.ಬಿ.ಲಿಂಗೇಗೌಡ 'ಕಲಾಪರ್ವ-24' ರ ಸಾಂಸ್ಕೃತಿಕ ಕಲಾ ಉತ್ಸವದ ಟೀಸರ್ ಹಾಡನ್ನು ಬಿಡುಗಡೆ ಮಾಡಿ ಶುಭ ಕೋರಿದರು. ವೈದ್ಯಕೀಯ ಕಾಲೇಜಿನ ಪ್ರಾಂಶುಪಾಲರಾದ ಡಾ.ಸಾನಕಿ ರಾಮಣ್ಣ ಅವರು ಟೀಸರ್ ಬಿಡುಗಡೆಯ ಮುಖ್ಯಾತಿಥಿಯಾಗಿ ಭಾಗವಹಿಸಿದ್ದರು. ಉಪ ಪ್ರಾಂಶುಪಾಲ ಡಾ.ಪಿ.ಎಸ್. ಪ್ರಭಾಕರ್, ಸಿಇಒ ಜಿ.ಎಸ್. ಉಪಾಧ್ಯಾಯ, ಡಾ. ಸುಧೀರ್ ಕುಮಾರ್, ವೈದ್ಯಕೀಯ ಅಧೀಕ್ಷಕರು ಡಾ.ವಿ.ಎಸ್.ವೆಂಕಟೇಶ, ಪ್ಯಾರಾ ಮೆಡಿಕಲ್ ವಿಭಾಗದ ಮುಖ್ಯಸ್ಥರಾದ ಡಾ. ವೀಣಾ ಕೃಷ್ಣಮೂರ್ತಿ, ಪ್ರಾಧ್ಯಾಪಕರಾದ ಡಾ.ಚಂದ್ರು, ಡಾ.ಶಿವರಾಮ, ಡಾ. ಹರೀಶ, ಡಾ. ವಿನೋದ್ ಕುಮಾರ್, ಡಾ. ರಘು, <box>184 1176 320 1353</box>
sidebar3-body: ಹುಳಿಯಾರು: ಹುಳಿಯಾರಿನಲ್ಲಿ ಡಿಜಿಟಲ್ ಗ್ರಂಥಾಲಯ ಆರಂಭಿಸಿ ವಿದ್ಯಾರ್ಥಿಗಳ ಜ್ಞಾನ ವಿಕಾಸಕ್ಕೆ ನೆರವಾಗುವಂತೆ ಎಐಎಸ್ಎಫ್ ಜಿಲ್ಲಾ ಪದಾಧಿಕಾರಿಗಳು ಪಟ್ಟಣ ಪಂಚಾಯಿತಿ ಮುಖ್ಯಾಧಿಕಾರಿ ಹಾಗೂ ತಾಲೂಕು ದಂಡಾಧಿಕಾರಿಗಳ ಮೂಲಕ ಮಾನ್ಯ ಜಿಲ್ಲಾಧಿಕಾರಿಗಳಿಗೆ ಮನವಿ ಸಲ್ಲಿಸಿದರು. ಹುಳಿಯಾರು ಪಟ್ಟಣ ಸುಮಾರು 5000 ಕ್ಕೂ ಹೆಚ್ಚು ವಿದ್ಯಾರ್ಥಿಗಳು ವ್ಯಾಸಂಗ ಮಾಡುತ್ತಿದ್ದು, ಹುಳಿಯಾರು ತಾಲ್ಲೂಕು ಕೇಂದ್ರ ಆಗದಿದ್ದರೂ ಸಹ ಹುಳಿಯಾರು ಪಟ್ಟಣದಲ್ಲಿ ಒಂದು ಡಿಜಿಟಲ್ ಲೈಬ್ರರಿ ಅತ್ಯಗತ್ಯವಾಗಿದೆ. ಕೆಲವು ಗ್ರಾಮಗಳಲ್ಲಿ ಡಿಜಿಟಲ್ ಗ್ರಂಥಾಲಯಗಳಿದ್ದು ಹುಳಿಯಾರು ಪಟ್ಟಣದಲ್ಲಿ ಒಂದು ಸುಸಜ್ಜಿತ ಗ್ರಂಥಾಲಯ ಇಲ್ಲದಿರುವುದು ವಿದ್ಯಾರ್ಥಿಗಳಿಗೆ ಕಲಿಕೆ ತೊಂದರೆಯಾಗುತ್ತಿದೆ. ಕೂಡಲೇ ಹುಳಿಯಾರು ನಗರದಲ್ಲಿ ಡಿಜಿಟಲ್ ಗ್ರಂಥಾಲಯ ಆರಂಭಿಸಲು ಅಗತ್ಯ ಕ್ರಮ ಕೈಗೊಳ್ಳಬೇಕು ಎಂದು ಆಗ್ರಹಿಸಿದರು. ಮನವಿ ಕೊಡುವ ಸಂದರ್ಭದಲ್ಲಿ ಜಿಲ್ಲಾ ಸಂಚಾಲಕರಾದ ಎಚ್.ಆರ್.ಗಂಗಾಧರ್, ಎಐವೈಎಫ್ ಜಿಲ್ಲಾ ಕಾರ್ಯದರ್ಶಿ ಗೋವಿಂದರಾಜು ಹಾಗೂ ದಲಿತ ಕೋಣೆ, ಕಾರ್ಯಕರ್ತರಾದ ಸಾಂಡಿಕುಮಾರ್, ಸಿದ್ದೇಶ್, ಶರತ್ ಆರ್, ಸಂಜಯ್, ಮೋಹನ್ ಕುಮಾರ್ ಉಪಸ್ಥಿತರಿದ್ದರು. <box>622 1252 890 1373</box>
divider <box>38 952 610 953</box>
